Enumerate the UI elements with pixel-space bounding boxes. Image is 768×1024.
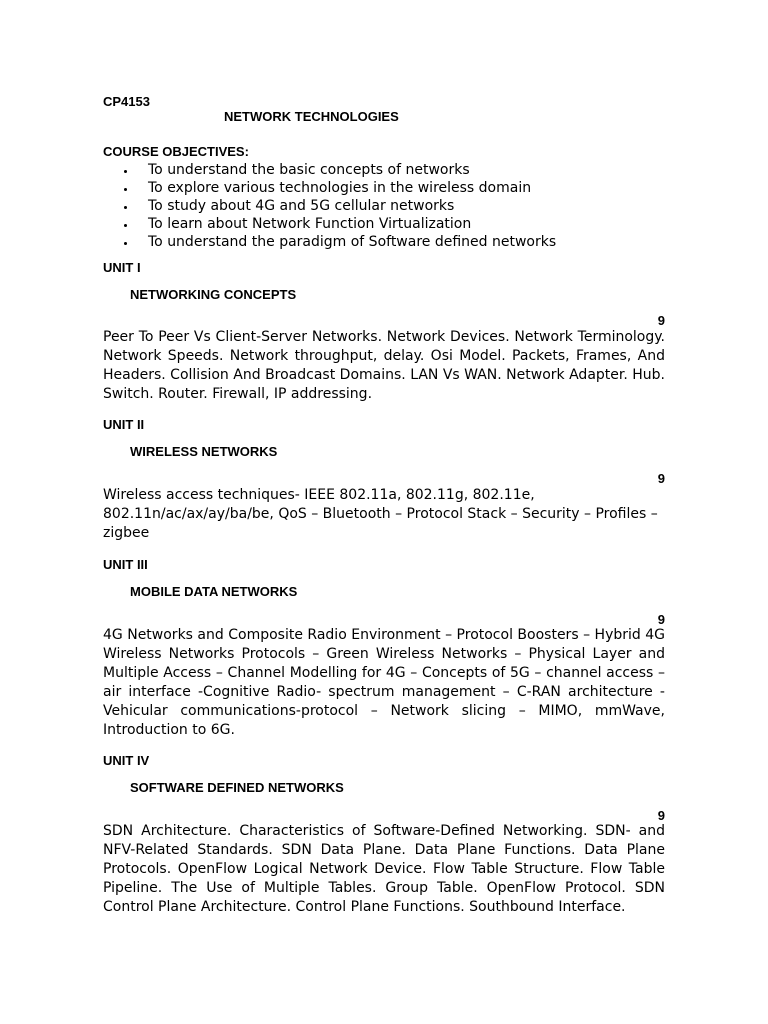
unit-hours: 9: [657, 612, 665, 627]
unit-label: UNIT II: [103, 417, 145, 432]
objective-item: [103, 161, 556, 179]
unit-title: SOFTWARE DEFINED NETWORKS: [130, 780, 344, 795]
objective-text: To understand the basic concepts of networks: [148, 162, 470, 178]
bullet-icon: [124, 188, 127, 191]
unit-hours: 9: [657, 313, 665, 328]
unit-title: NETWORKING CONCEPTS: [130, 287, 297, 302]
unit-title: WIRELESS NETWORKS: [130, 444, 278, 459]
unit-content: 4G Networks and Composite Radio Environment – Protocol Boosters – Hybrid 4G Wireless Networks Protocols – Green Wireless Networks – Physical Layer and Multiple Access – Channel Modelling for 4G – Concepts of 5G – channel access – air interface -Cognitive Radio- spectrum management – C-RAN architecture - Vehicular communications-protocol – Network slicing – MIMO, mmWave, Introduction to 6G.: [103, 627, 665, 738]
objective-text: To explore various technologies in the wireless domain: [148, 180, 532, 196]
bullet-icon: [124, 224, 127, 227]
unit-label: UNIT I: [103, 260, 141, 275]
objectives-heading: COURSE OBJECTIVES:: [103, 144, 249, 159]
course-title: NETWORK TECHNOLOGIES: [224, 109, 399, 124]
unit-content: Wireless access techniques- IEEE 802.11a, 802.11g, 802.11e, 802.11n/ac/ax/ay/ba/be, QoS – Bluetooth – Protocol Stack – Security – Profiles – zigbee: [103, 487, 658, 541]
unit-label: UNIT IV: [103, 753, 150, 768]
unit-title: MOBILE DATA NETWORKS: [130, 584, 298, 599]
objective-text: To study about 4G and 5G cellular networks: [148, 198, 455, 214]
objectives-list: [103, 161, 556, 251]
unit-hours: 9: [657, 471, 665, 486]
objective-text: To understand the paradigm of Software defined networks: [148, 234, 557, 250]
objective-item: [103, 215, 556, 233]
bullet-icon: [124, 206, 127, 209]
unit-content: SDN Architecture. Characteristics of Software-Defined Networking. SDN- and NFV-Related Standards. SDN Data Plane. Data Plane Functions. Data Plane Protocols. OpenFlow Logical Network Device. Flow Table Structure. Flow Table Pipeline. The Use of Multiple Tables. Group Table. OpenFlow Protocol. SDN Control Plane Architecture. Control Plane Functions. Southbound Interface.: [103, 823, 665, 915]
bullet-icon: [124, 170, 127, 173]
unit-content: Peer To Peer Vs Client-Server Networks. Network Devices. Network Terminology. Network Speeds. Network throughput, delay. Osi Model. Packets, Frames, And Headers. Collision And Broadcast Domains. LAN Vs WAN. Network Adapter. Hub. Switch. Router. Firewall, IP addressing.: [103, 329, 665, 402]
bullet-icon: [124, 242, 127, 245]
objective-item: [103, 197, 556, 215]
unit-label: UNIT III: [103, 557, 148, 572]
objective-item: [103, 179, 556, 197]
objective-item: [103, 233, 556, 251]
unit-hours: 9: [657, 808, 665, 823]
objective-text: To learn about Network Function Virtualization: [148, 216, 472, 232]
course-code: CP4153: [103, 94, 150, 109]
